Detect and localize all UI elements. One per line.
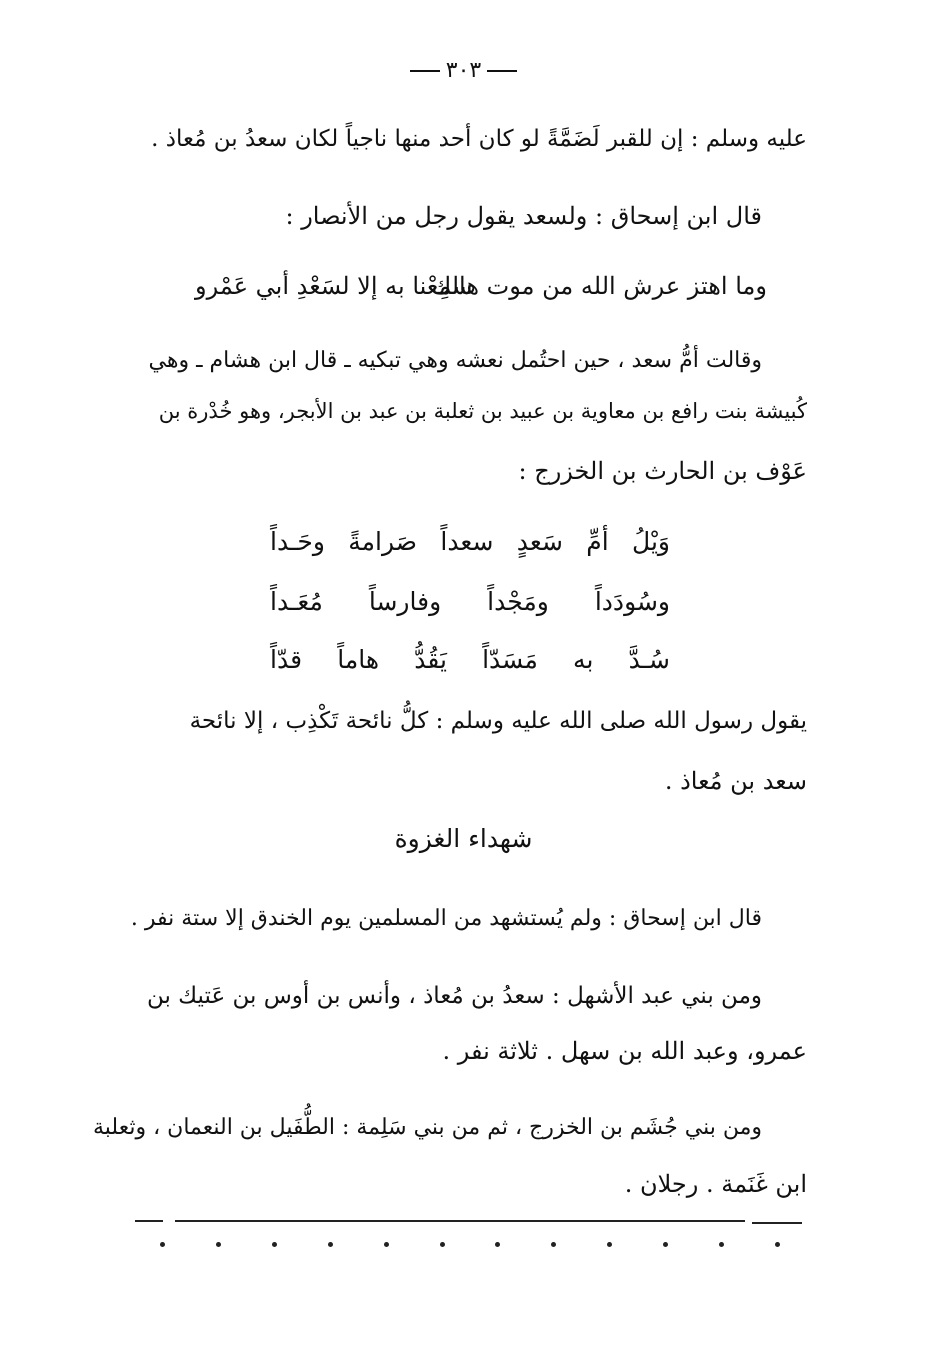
footer-dot	[495, 1242, 500, 1247]
footer-dot	[663, 1242, 668, 1247]
page-number	[0, 56, 927, 86]
stanza-line-3: سُـدَّ به مَسَدّاً يَقُدُّ هاماً قدّاً	[270, 645, 670, 674]
verse-first-hemistich: وما اهتز عرش الله من موت هالك	[431, 272, 767, 300]
text-line-15: ومن بني جُشَم بن الخزرج ، ثم من بني سَلِمة : الطُّفَيل بن النعمان ، وثعلبة	[93, 1115, 762, 1140]
text-line-2: قال ابن إسحاق : ولسعد يقول رجل من الأنصار :	[285, 202, 762, 230]
text-line-14: عمرو، وعبد الله بن سهل . ثلاثة نفر .	[442, 1037, 807, 1065]
text-line-13: ومن بني عبد الأشهل : سعدُ بن مُعاذ ، وأنس بن أوس بن عَتيك بن	[146, 983, 762, 1009]
verse-second-hemistich: سمِعْنا به إلا لسَعْدِ أبي عَمْرو	[195, 272, 473, 300]
text-line-10: يقول رسول الله صلى الله عليه وسلم : كلُّ نائحة تَكْذِب ، إلا نائحة	[189, 708, 807, 734]
text-line-1: عليه وسلم : إن للقبر لَضَمَّةً لو كان أحد منها ناجياً لكان سعدُ بن مُعاذ .	[151, 126, 807, 152]
footer-dot	[775, 1242, 780, 1247]
footer-dot	[328, 1242, 333, 1247]
footer-dot	[160, 1242, 165, 1247]
text-line-12: قال ابن إسحاق : ولم يُستشهد من المسلمين يوم الخندق إلا ستة نفر .	[130, 906, 762, 931]
footer-dot	[440, 1242, 445, 1247]
stanza-line-2: وسُودَداً ومَجْداً وفارساً مُعَـداً	[270, 587, 670, 616]
text-line-11: سعد بن مُعاذ .	[664, 767, 807, 795]
footer-dot	[384, 1242, 389, 1247]
footer-rule-short-left	[135, 1220, 163, 1222]
footer-dot	[607, 1242, 612, 1247]
page-number-dash-left	[410, 70, 440, 72]
text-line-4: وقالت أمُّ سعد ، حين احتُمل نعشه وهي تبكيه ـ قال ابن هشام ـ وهي	[148, 348, 762, 373]
footer-dot-row	[160, 1242, 780, 1247]
footer-rule-short-right	[752, 1222, 802, 1224]
text-line-16: ابن غَنَمة . رجلان .	[624, 1170, 807, 1198]
footer-dot	[719, 1242, 724, 1247]
footer-dot	[551, 1242, 556, 1247]
page-number-text: ٣٠٣	[445, 58, 482, 83]
footer-rule-main	[175, 1220, 745, 1222]
page-number-dash-right	[487, 70, 517, 72]
section-heading: شهداء الغزوة	[394, 824, 533, 853]
footer-dot	[272, 1242, 277, 1247]
text-line-5: كُبيشة بنت رافع بن معاوية بن عبيد بن ثعلبة بن عبد بن الأبجر، وهو خُدْرة بن	[158, 399, 807, 423]
footer-dot	[216, 1242, 221, 1247]
stanza-line-1: وَيْلُ أمِّ سَعدٍ سعداً صَرامةً وحَـداً	[270, 527, 670, 556]
text-line-6: عَوْف بن الحارث بن الخزرج :	[518, 457, 807, 485]
